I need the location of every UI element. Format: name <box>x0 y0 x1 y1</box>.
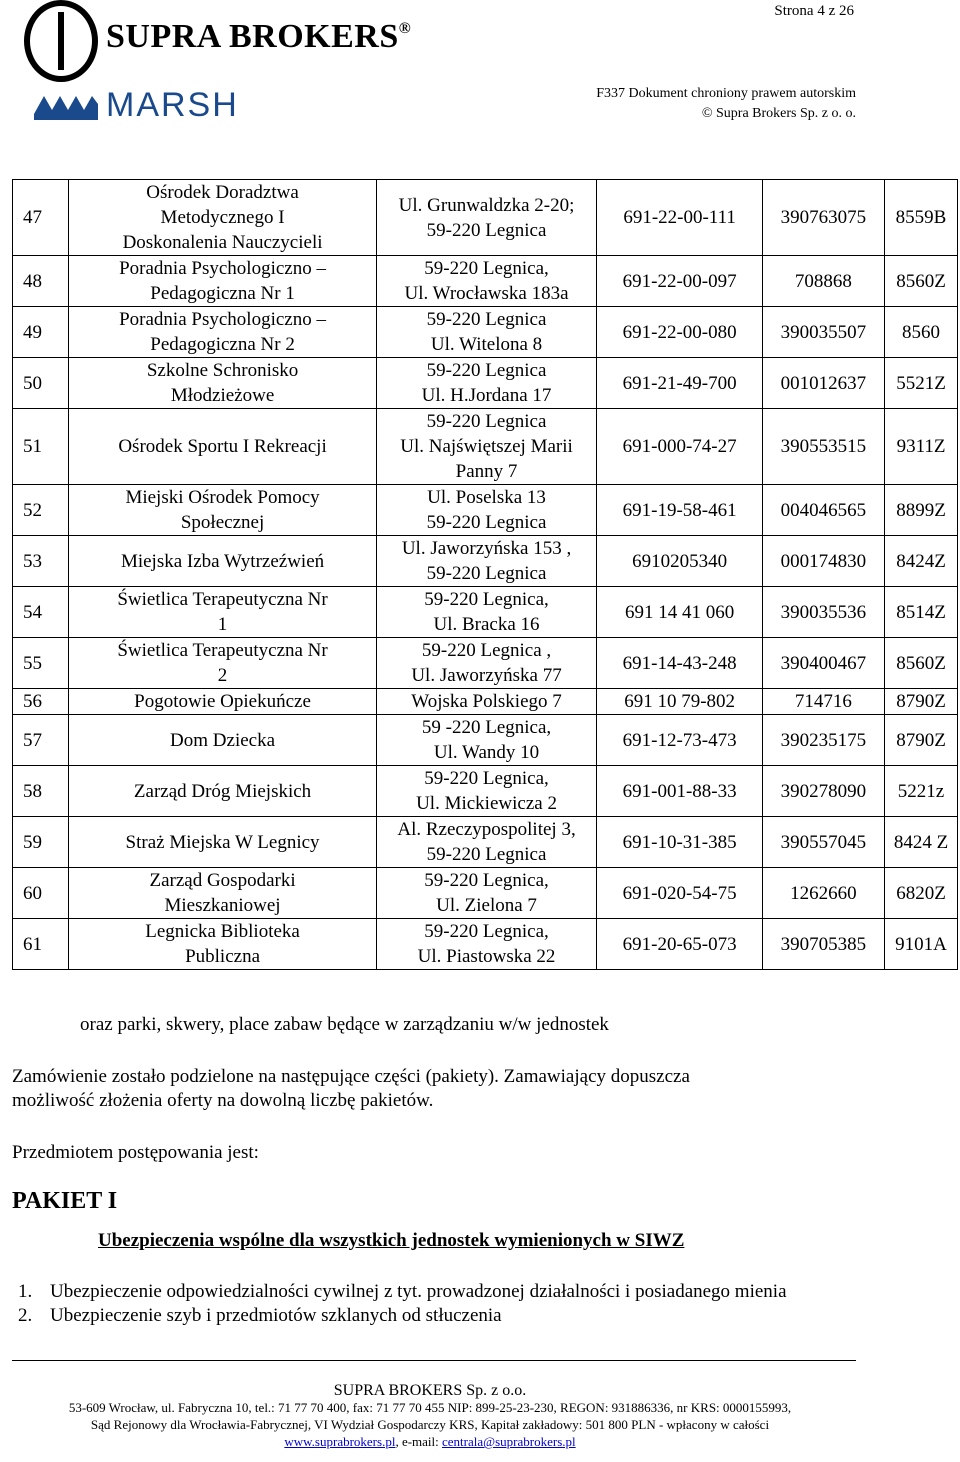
footer-address: 53-609 Wrocław, ul. Fabryczna 10, tel.: 71 77 70 400, fax: 71 77 70 455 NIP: 899-25-23-230, REGON: 931886336, nr KRS: 0000155993, <box>68 1400 792 1415</box>
unit-name <box>69 689 376 715</box>
unit-address <box>376 715 597 766</box>
unit-address <box>376 256 597 307</box>
email-label: , e-mail: <box>395 1434 443 1449</box>
unit-name-line: Miejski Ośrodek Pomocy <box>125 487 320 508</box>
unit-regon: 390278090 <box>762 766 884 817</box>
doc-info-line1: F337 Dokument chroniony prawem autorskim <box>596 86 856 101</box>
unit-name-line: Ośrodek Sportu I Rekreacji <box>118 436 327 457</box>
unit-address <box>376 536 597 587</box>
unit-address <box>376 485 597 536</box>
table-row <box>13 536 958 587</box>
unit-name-line: Straż Miejska W Legnicy <box>125 831 320 853</box>
unit-pkd: 8560Z <box>885 256 958 307</box>
unit-name-line: Mieszkaniowej <box>164 895 281 916</box>
email-link[interactable]: centrala@suprabrokers.pl <box>442 1434 576 1449</box>
row-number: 57 <box>13 715 69 766</box>
table-row <box>13 919 958 970</box>
unit-name-line: Zarząd Gospodarki <box>149 870 296 891</box>
unit-nip: 691-020-54-75 <box>597 868 762 919</box>
unit-address-line: Ul. Piastowska 22 <box>417 946 556 967</box>
unit-address <box>376 180 597 256</box>
unit-name-line: Społecznej <box>180 512 265 533</box>
unit-regon: 714716 <box>762 689 884 715</box>
unit-address-line: 59-220 Legnica, <box>424 768 549 789</box>
table-row <box>13 180 958 256</box>
table-row <box>13 766 958 817</box>
unit-name-line: Doskonalenia Nauczycieli <box>122 232 323 253</box>
unit-nip: 691-10-31-385 <box>597 817 762 868</box>
unit-regon: 004046565 <box>762 485 884 536</box>
unit-name <box>69 868 376 919</box>
packages-paragraph <box>12 1065 690 1113</box>
row-number: 61 <box>13 919 69 970</box>
unit-address <box>376 409 597 485</box>
row-number: 55 <box>13 638 69 689</box>
unit-regon: 390400467 <box>762 638 884 689</box>
unit-address-line: Panny 7 <box>455 461 518 482</box>
brand-name <box>106 18 411 56</box>
unit-name <box>69 587 376 638</box>
unit-regon: 001012637 <box>762 358 884 409</box>
unit-name <box>69 358 376 409</box>
unit-address <box>376 638 597 689</box>
brand-text: SUPRA BROKERS <box>106 18 399 55</box>
row-number: 53 <box>13 536 69 587</box>
row-number: 59 <box>13 817 69 868</box>
package-heading: PAKIET I <box>12 1188 118 1214</box>
subject-paragraph: Przedmiotem postępowania jest: <box>12 1142 259 1163</box>
unit-pkd: 9311Z <box>885 409 958 485</box>
unit-name-line: Pedagogiczna Nr 1 <box>150 283 295 304</box>
unit-nip: 691-000-74-27 <box>597 409 762 485</box>
packages-line2: możliwość złożenia oferty na dowolną liczbę pakietów. <box>12 1090 434 1111</box>
table-row <box>13 817 958 868</box>
marsh-logo <box>34 86 244 126</box>
unit-nip: 691-12-73-473 <box>597 715 762 766</box>
unit-name-line: 2 <box>217 665 228 686</box>
unit-name <box>69 766 376 817</box>
marsh-text: MARSH <box>106 86 239 124</box>
table-row <box>13 868 958 919</box>
list-item <box>18 1280 878 1304</box>
unit-name-line: Legnicka Biblioteka <box>145 921 300 942</box>
unit-pkd: 8790Z <box>885 689 958 715</box>
unit-address-line: Ul. Witelona 8 <box>430 334 543 355</box>
list-item-number: 2. <box>18 1305 33 1326</box>
unit-address-line: Ul. Wandy 10 <box>433 742 540 763</box>
unit-address-line: 59 -220 Legnica, <box>421 717 552 738</box>
unit-address-line: Ul. Jaworzyńska 153 , <box>401 538 572 559</box>
unit-address-line: Ul. Bracka 16 <box>433 614 540 635</box>
unit-nip: 691-14-43-248 <box>597 638 762 689</box>
unit-name-line: Dom Dziecka <box>170 729 276 751</box>
unit-name-line: Świetlica Terapeutyczna Nr <box>117 640 328 661</box>
footer <box>0 1382 860 1450</box>
unit-name-line: Metodycznego I <box>160 207 285 228</box>
unit-name-line: Pedagogiczna Nr 2 <box>150 334 295 355</box>
unit-address <box>376 307 597 358</box>
unit-pkd: 5521Z <box>885 358 958 409</box>
unit-address <box>376 358 597 409</box>
unit-name <box>69 536 376 587</box>
unit-address-line: 59-220 Legnica, <box>424 258 549 279</box>
unit-nip: 691-22-00-097 <box>597 256 762 307</box>
unit-address-line: 59-220 Legnica <box>426 563 547 584</box>
unit-regon: 390035536 <box>762 587 884 638</box>
unit-regon: 390557045 <box>762 817 884 868</box>
unit-name-line: Zarząd Dróg Miejskich <box>133 780 312 802</box>
table-row <box>13 715 958 766</box>
unit-address-line: Ul. Grunwaldzka 2-20; <box>398 194 575 216</box>
unit-pkd: 8560 <box>885 307 958 358</box>
row-number: 58 <box>13 766 69 817</box>
unit-name <box>69 256 376 307</box>
unit-name-line: 1 <box>217 614 228 635</box>
unit-nip: 691 10 79-802 <box>597 689 762 715</box>
unit-name-line: Pogotowie Opiekuńcze <box>134 691 311 712</box>
unit-address-line: Al. Rzeczypospolitej 3, <box>397 819 576 840</box>
unit-nip: 691-22-00-080 <box>597 307 762 358</box>
unit-address-line: Wojska Polskiego 7 <box>411 691 562 712</box>
doc-info-line2: © Supra Brokers Sp. z o. o. <box>701 106 856 121</box>
unit-nip: 6910205340 <box>597 536 762 587</box>
unit-regon: 390035507 <box>762 307 884 358</box>
unit-nip: 691-21-49-700 <box>597 358 762 409</box>
unit-regon: 390763075 <box>762 180 884 256</box>
unit-address-line: Ul. Poselska 13 <box>427 487 546 508</box>
table-row <box>13 307 958 358</box>
unit-address <box>376 868 597 919</box>
unit-pkd: 8424Z <box>885 536 958 587</box>
row-number: 47 <box>13 180 69 256</box>
footer-contact <box>0 1433 860 1450</box>
website-link[interactable]: www.suprabrokers.pl <box>284 1434 396 1449</box>
row-number: 60 <box>13 868 69 919</box>
unit-address-line: 59-220 Legnica <box>426 360 547 381</box>
unit-name-line: Świetlica Terapeutyczna Nr <box>117 589 328 610</box>
row-number: 51 <box>13 409 69 485</box>
supra-brokers-logo <box>12 0 432 130</box>
unit-name-line: Publiczna <box>185 946 261 967</box>
unit-address-line: 59-220 Legnica <box>426 411 547 432</box>
unit-address-line: 59-220 Legnica , <box>421 640 552 661</box>
row-number: 56 <box>13 689 69 715</box>
unit-name <box>69 638 376 689</box>
unit-address <box>376 766 597 817</box>
row-number: 52 <box>13 485 69 536</box>
unit-regon: 390553515 <box>762 409 884 485</box>
unit-name-line: Poradnia Psychologiczno – <box>119 258 326 279</box>
unit-address <box>376 689 597 715</box>
unit-regon: 000174830 <box>762 536 884 587</box>
unit-address <box>376 919 597 970</box>
list-item-text: Ubezpieczenie odpowiedzialności cywilnej z tyt. prowadzonej działalności i posiadanego mienia <box>50 1281 787 1302</box>
unit-name-line: Poradnia Psychologiczno – <box>119 309 326 330</box>
unit-address-line: 59-220 Legnica, <box>424 589 549 610</box>
packages-line1: Zamówienie zostało podzielone na następujące części (pakiety). Zamawiający dopuszcza <box>12 1066 690 1087</box>
unit-address-line: Ul. Wrocławska 183a <box>404 283 569 304</box>
table-row <box>13 358 958 409</box>
unit-nip: 691-20-65-073 <box>597 919 762 970</box>
row-number: 48 <box>13 256 69 307</box>
unit-nip: 691-22-00-111 <box>597 180 762 256</box>
unit-name-line: Miejska Izba Wytrzeźwień <box>120 550 325 572</box>
unit-pkd: 8514Z <box>885 587 958 638</box>
table-row <box>13 485 958 536</box>
unit-address <box>376 817 597 868</box>
unit-address-line: Ul. Najświętszej Marii <box>400 436 573 457</box>
footer-company: SUPRA BROKERS Sp. z o.o. <box>333 1382 527 1399</box>
list-item <box>18 1304 878 1328</box>
package-title: Ubezpieczenia wspólne dla wszystkich jednostek wymienionych w SIWZ <box>98 1230 685 1251</box>
unit-pkd: 5221z <box>885 766 958 817</box>
unit-address-line: 59-220 Legnica, <box>424 870 549 891</box>
package-list <box>18 1280 878 1328</box>
unit-pkd: 8559B <box>885 180 958 256</box>
unit-address-line: 59-220 Legnica <box>426 219 547 241</box>
unit-name <box>69 180 376 256</box>
registered-mark: ® <box>398 20 412 37</box>
unit-address <box>376 587 597 638</box>
table-row <box>13 689 958 715</box>
unit-regon: 1262660 <box>762 868 884 919</box>
unit-pkd: 8560Z <box>885 638 958 689</box>
unit-pkd: 8899Z <box>885 485 958 536</box>
table-row <box>13 638 958 689</box>
unit-address-line: Ul. H.Jordana 17 <box>421 385 552 406</box>
table-row <box>13 409 958 485</box>
units-table <box>12 179 958 970</box>
unit-name <box>69 817 376 868</box>
unit-regon: 708868 <box>762 256 884 307</box>
unit-name-line: Ośrodek Doradztwa <box>146 182 299 203</box>
row-number: 50 <box>13 358 69 409</box>
footer-court: Sąd Rejonowy dla Wrocławia-Fabrycznej, VI Wydział Gospodarczy KRS, Kapitał zakładowy: 501 800 PLN - wpłacony w całości <box>90 1417 770 1432</box>
row-number: 49 <box>13 307 69 358</box>
oval-logo-bar <box>58 12 64 70</box>
unit-address-line: Ul. Mickiewicza 2 <box>416 793 557 814</box>
table-row <box>13 587 958 638</box>
unit-nip: 691 14 41 060 <box>597 587 762 638</box>
unit-name <box>69 919 376 970</box>
unit-name <box>69 409 376 485</box>
list-item-text: Ubezpieczenie szyb i przedmiotów szklanych od stłuczenia <box>50 1305 502 1326</box>
unit-address-line: 59-220 Legnica <box>426 512 547 533</box>
list-item-number: 1. <box>18 1281 33 1302</box>
unit-pkd: 8790Z <box>885 715 958 766</box>
document-info <box>596 84 856 124</box>
row-number: 54 <box>13 587 69 638</box>
table-row <box>13 256 958 307</box>
unit-name <box>69 715 376 766</box>
unit-name <box>69 307 376 358</box>
footer-divider <box>12 1360 856 1361</box>
unit-regon: 390705385 <box>762 919 884 970</box>
page-number: Strona 4 z 26 <box>774 3 854 19</box>
unit-address-line: Ul. Zielona 7 <box>436 895 537 916</box>
unit-address-line: 59-220 Legnica, <box>424 921 549 942</box>
unit-pkd: 6820Z <box>885 868 958 919</box>
parks-note: oraz parki, skwery, place zabaw będące w zarządzaniu w/w jednostek <box>80 1014 609 1035</box>
unit-address-line: 59-220 Legnica <box>426 309 547 330</box>
marsh-wave-icon <box>34 90 98 120</box>
unit-name-line: Szkolne Schronisko <box>146 360 299 381</box>
unit-nip: 691-001-88-33 <box>597 766 762 817</box>
unit-name-line: Młodzieżowe <box>170 385 275 406</box>
unit-nip: 691-19-58-461 <box>597 485 762 536</box>
unit-name <box>69 485 376 536</box>
unit-regon: 390235175 <box>762 715 884 766</box>
unit-address-line: 59-220 Legnica <box>426 844 547 865</box>
unit-address-line: Ul. Jaworzyńska 77 <box>411 665 562 686</box>
unit-pkd: 9101A <box>885 919 958 970</box>
unit-pkd: 8424 Z <box>885 817 958 868</box>
